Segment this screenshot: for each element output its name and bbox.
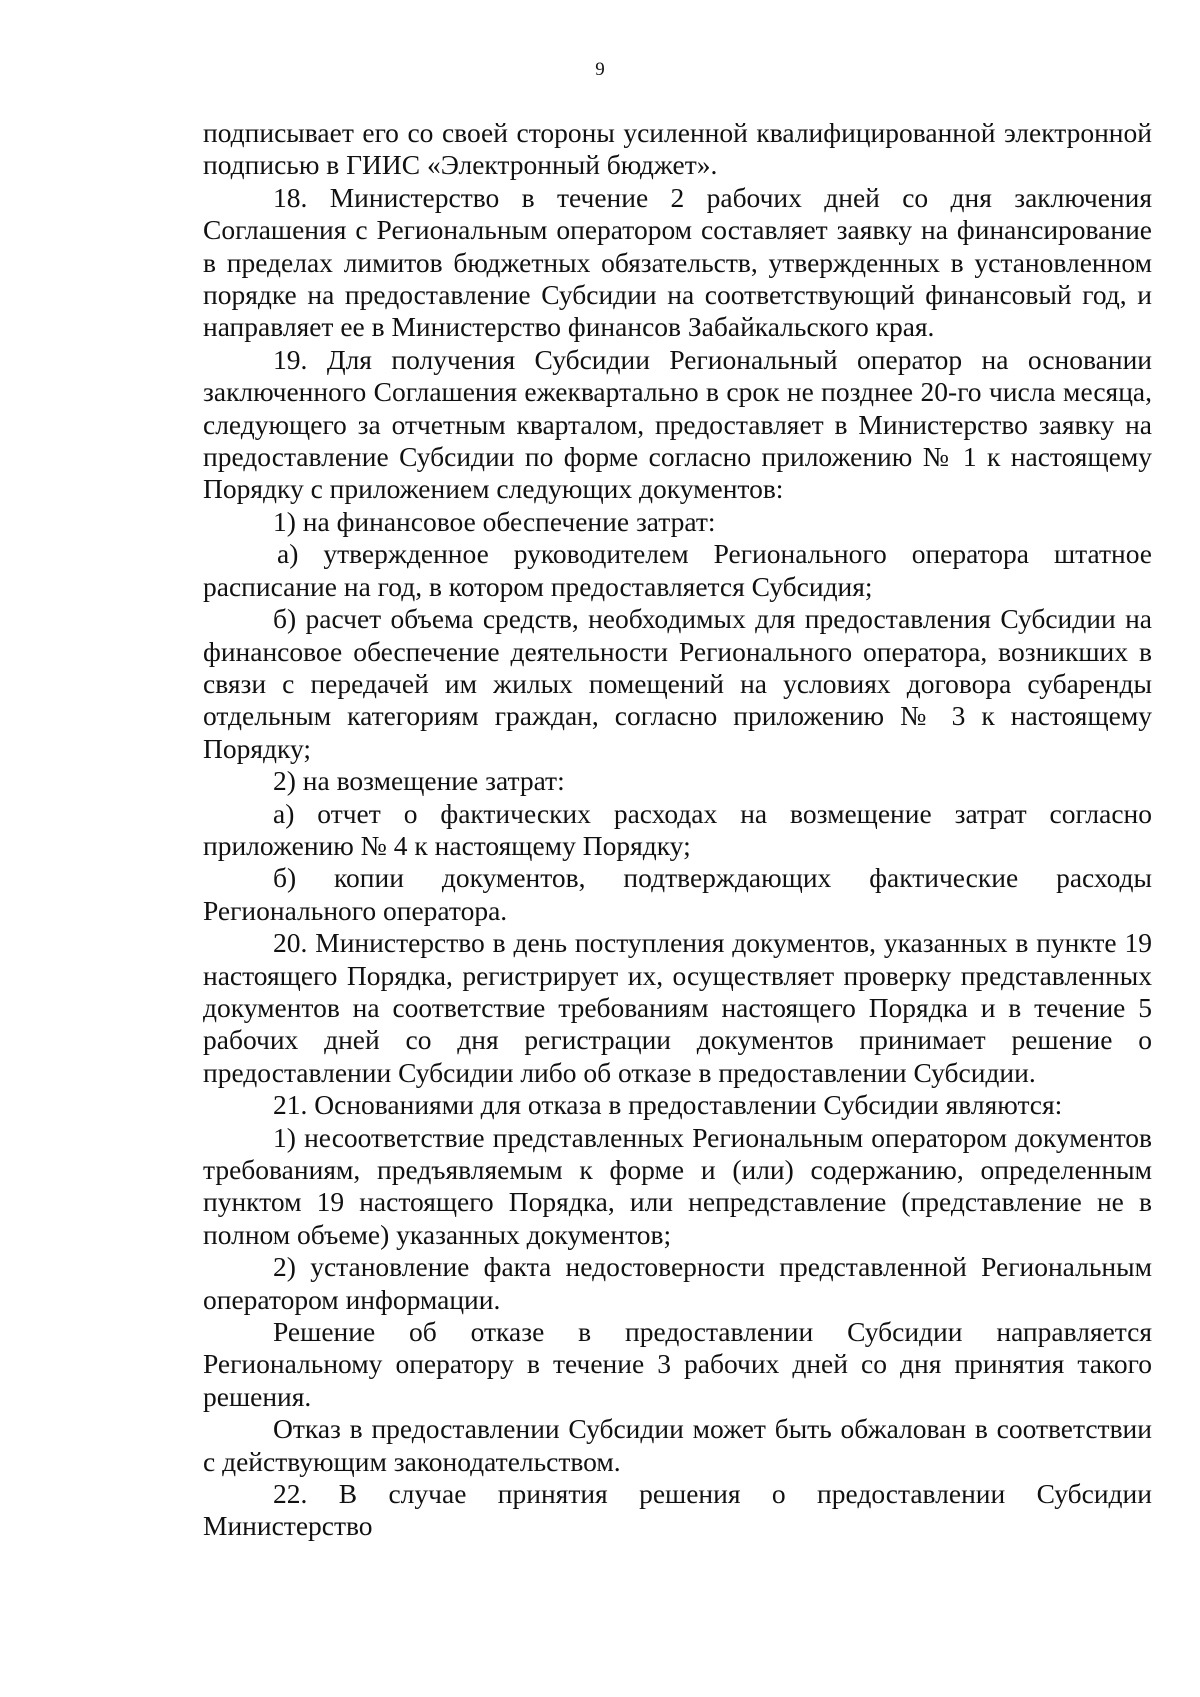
paragraph-item-22: 22. В случае принятия решения о предоставлении Субсидии Министерство xyxy=(203,1478,1152,1542)
paragraph-refusal-appeal: Отказ в предоставлении Субсидии может быть обжалован в соответствии с действующим законодательством. xyxy=(203,1413,1152,1477)
paragraph-subitem-2a: а) отчет о фактических расходах на возмещение затрат согласно приложению № 4 к настоящему Порядку; xyxy=(203,797,1152,861)
document-body xyxy=(203,117,1152,1543)
paragraph-subitem-2b: б) копии документов, подтверждающих фактические расходы Регионального оператора. xyxy=(203,862,1152,926)
paragraph-continuation: подписывает его со своей стороны усиленной квалифицированной электронной подписью в ГИИС «Электронный бюджет». xyxy=(203,117,1152,181)
paragraph-item-19: 19. Для получения Субсидии Региональный оператор на основании заключенного Соглашения ежеквартально в срок не позднее 20-го числа месяца, следующего за отчетным кварталом, предоставляет в Министерство заявку на предоставление Субсидии по форме согласно приложению № 1 к настоящему Порядку с приложением следующих документов: xyxy=(203,343,1152,505)
paragraph-refusal-ground-2: 2) установление факта недостоверности представленной Региональным оператором информации. xyxy=(203,1251,1152,1315)
paragraph-subitem-1a: а) утвержденное руководителем Регионального оператора штатное расписание на год, в котором предоставляется Субсидия; xyxy=(203,538,1152,602)
paragraph-refusal-ground-1: 1) несоответствие представленных Региональным оператором документов требованиям, предъявляемым к форме и (или) содержанию, определенным пунктом 19 настоящего Порядка, или непредставление (представление не в полном объеме) указанных документов; xyxy=(203,1121,1152,1250)
paragraph-refusal-notice: Решение об отказе в предоставлении Субсидии направляется Региональному оператору в течение 3 рабочих дней со дня принятия такого решения. xyxy=(203,1316,1152,1412)
paragraph-subitem-1: 1) на финансовое обеспечение затрат: xyxy=(273,505,716,537)
page-number: 9 xyxy=(595,59,605,80)
paragraph-item-21: 21. Основаниями для отказа в предоставлении Субсидии являются: xyxy=(273,1089,1063,1121)
paragraph-item-18: 18. Министерство в течение 2 рабочих дней со дня заключения Соглашения с Региональным оператором составляет заявку на финансирование в пределах лимитов бюджетных обязательств, утвержденных в установленном порядке на предоставление Субсидии на соответствующий финансовый год, и направляет ее в Министерство финансов Забайкальского края. xyxy=(203,181,1152,343)
paragraph-subitem-1b: б) расчет объема средств, необходимых для предоставления Субсидии на финансовое обеспечение деятельности Регионального оператора, возникших в связи с передачей им жилых помещений на условиях договора субаренды отдельным категориям граждан, согласно приложению № 3 к настоящему Порядку; xyxy=(203,603,1152,764)
paragraph-subitem-2: 2) на возмещение затрат: xyxy=(273,765,565,797)
paragraph-item-20: 20. Министерство в день поступления документов, указанных в пункте 19 настоящего Порядка, регистрирует их, осуществляет проверку представленных документов на соответствие требованиям настоящего Порядка и в течение 5 рабочих дней со дня регистрации документов принимает решение о предоставлении Субсидии либо об отказе в предоставлении Субсидии. xyxy=(203,927,1152,1088)
